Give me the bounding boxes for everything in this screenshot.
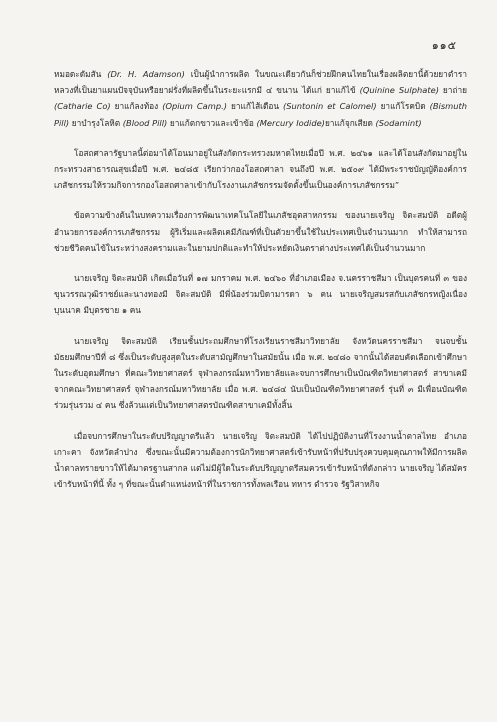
paragraph: [54, 428, 467, 493]
text-run: นายเจริญ จิตะสมบัติ เกิดเมื่อวันที่ ๑๗ มกราคม พ.ศ. ๒๔๖๐ ที่อำเภอเมือง จ.นครราชสีมา เป็นบุตรคนที่ ๓ ของขุนวรรณวุฒิราชย์และนางทองมี จิตะสมบัติ มีพี่น้องร่วมบิดามารดา ๖ คน นายเจริญสมรสกับเภสัชกรหญิงเนื่อง บุนนาค มีบุตรชาย ๑ คน: [54, 273, 467, 316]
text-run: เมื่อจบการศึกษาในระดับปริญญาตรีแล้ว นายเจริญ จิตะสมบัติ ได้ไปปฏิบัติงานที่โรงงานน้ำตาลไทย อำเภอเกาะคา จังหวัดลำปาง ซึ่งขณะนั้นมีความต้องการนักวิทยาศาสตร์เข้ารับหน้าที่ปรับปรุงควบคุมคุณภาพให้มีการผลิตน้ำตาลทรายขาวให้ได้มาตรฐานสากล แต่ไม่มีผู้ใดในระดับปริญญาตรีสมควรเข้ารับหน้าที่ดังกล่าว นายเจริญ ได้สมัครเข้ารับหน้าที่นี้ ทั้ง ๆ ที่ขณะนั้นตำแหน่งหน้าที่ในราชการทั้งพลเรือน ทหาร ตำรวจ รัฐวิสาหกิจ: [54, 430, 467, 490]
text-run: ยาบำรุงโลหิต: [69, 117, 123, 128]
paragraph: [54, 145, 467, 194]
english-term: (Mercury Iodide): [256, 117, 325, 128]
text-run: โอสถศาลารัฐบาลนี้ต่อมาได้โอนมาอยู่ในสังกัดกระทรวงมหาดไทยเมื่อปี พ.ศ. ๒๔๖๑ และได้โอนสังกัดมาอยู่ในกระทรวงสาธารณสุขเมื่อปี พ.ศ. ๒๔๘๕ เรียกว่ากองโอสถศาลา จนถึงปี พ.ศ. ๒๕๐๙ ได้มีพระราชบัญญัติองค์การเภสัชกรรมให้รวมกิจการกองโอสถศาลาเข้ากับโรงงานเภสัชกรรมจัดตั้งขึ้นเป็นองค์การเภสัชกรรม”: [54, 147, 467, 191]
english-term: (Quinine Sulphate): [359, 85, 439, 96]
english-term: (Opium Camp.): [162, 101, 227, 112]
paragraph: [54, 333, 467, 414]
text-run: นายเจริญ จิตะสมบัติ เรียนชั้นประถมศึกษาที่โรงเรียนราชสีมาวิทยาลัย จังหวัดนครราชสีมา จนจบชั้นมัธยมศึกษาปีที่ ๘ ซึ่งเป็นระดับสูงสุดในระดับสามัญศึกษาในสมัยนั้น เมื่อ พ.ศ. ๒๔๘๐ จากนั้นได้สอบคัดเลือกเข้าศึกษาในระดับอุดมศึกษา ที่คณะวิทยาศาสตร์ จุฬาลงกรณ์มหาวิทยาลัยและจบการศึกษาเป็นบัณฑิตวิทยาศาสตร์ สาขาเคมีจากคณะวิทยาศาสตร์ จุฬาลงกรณ์มหาวิทยาลัย เมื่อ พ.ศ. ๒๔๘๔ นับเป็นบัณฑิตวิทยาศาสตร์ รุ่นที่ ๓ มีเพื่อนบัณฑิตร่วมรุ่นรวม ๔ คน ซึ่งล้วนแต่เป็นวิทยาศาสตรบัณฑิตสาขาเคมีทั้งสิ้น: [54, 335, 467, 411]
text-run: ยาแก้ไส้เดือน: [227, 101, 284, 112]
text-run: ยาถ่าย: [438, 85, 467, 96]
english-term: (Sodamint): [375, 117, 422, 128]
english-term: (Suntonin et Calomel): [283, 101, 377, 112]
paragraph: [54, 270, 467, 319]
page-number: ๑๑๕: [431, 39, 457, 52]
text-run: ยาแก้โรคบิด: [376, 101, 430, 112]
english-term: (Bismuth Pill): [54, 101, 468, 128]
english-term: (Dr. H. Adamson): [107, 69, 185, 79]
paragraph: [54, 207, 467, 256]
text-run: ข้อความข้างต้นในบทความเรื่องการพัฒนาเทคโนโลยีในเภสัชอุตสาหกรรม ของนายเจริญ จิตะสมบัติ อดีตผู้อำนวยการองค์การเภสัชกรรม ผู้ริเริ่มและผลิตเคมีภัณฑ์ที่เป็นตัวยาขึ้นใช้ในประเทศเป็นจำนวนมาก ทำให้สามารถช่วยชีวิตคนไข้ในระหว่างสงครามและในยามปกติและทำให้ประหยัดเงินตราต่างประเทศได้เป็นจำนวนมาก: [54, 210, 467, 253]
text-run: หมอดะดัมสัน: [54, 69, 108, 79]
text-run: ยาแก้ตกขาวและเข้าข้อ: [167, 117, 257, 128]
text-run: ยาแก้ลงท้อง: [110, 101, 163, 112]
english-term: (Catharie Co): [54, 101, 111, 112]
body-text: [54, 66, 467, 492]
english-term: (Blood Pill): [122, 117, 168, 128]
text-run: เป็นผู้นำการผลิต ในขณะเดียวกันก็ช่วยฝึกคนไทยในเรื่องผลิตยานี้ด้วยยาตำราหลวงที่เป็นยาแผนปัจจุบันหรือยาฝรั่งที่ผลิตขึ้นในระยะแรกมี ๔ ขนาน ได้แก่ ยาแก้ไข้: [54, 69, 467, 96]
text-run: ยาแก้จุกเสียด: [324, 117, 376, 128]
paragraph: [54, 66, 467, 131]
